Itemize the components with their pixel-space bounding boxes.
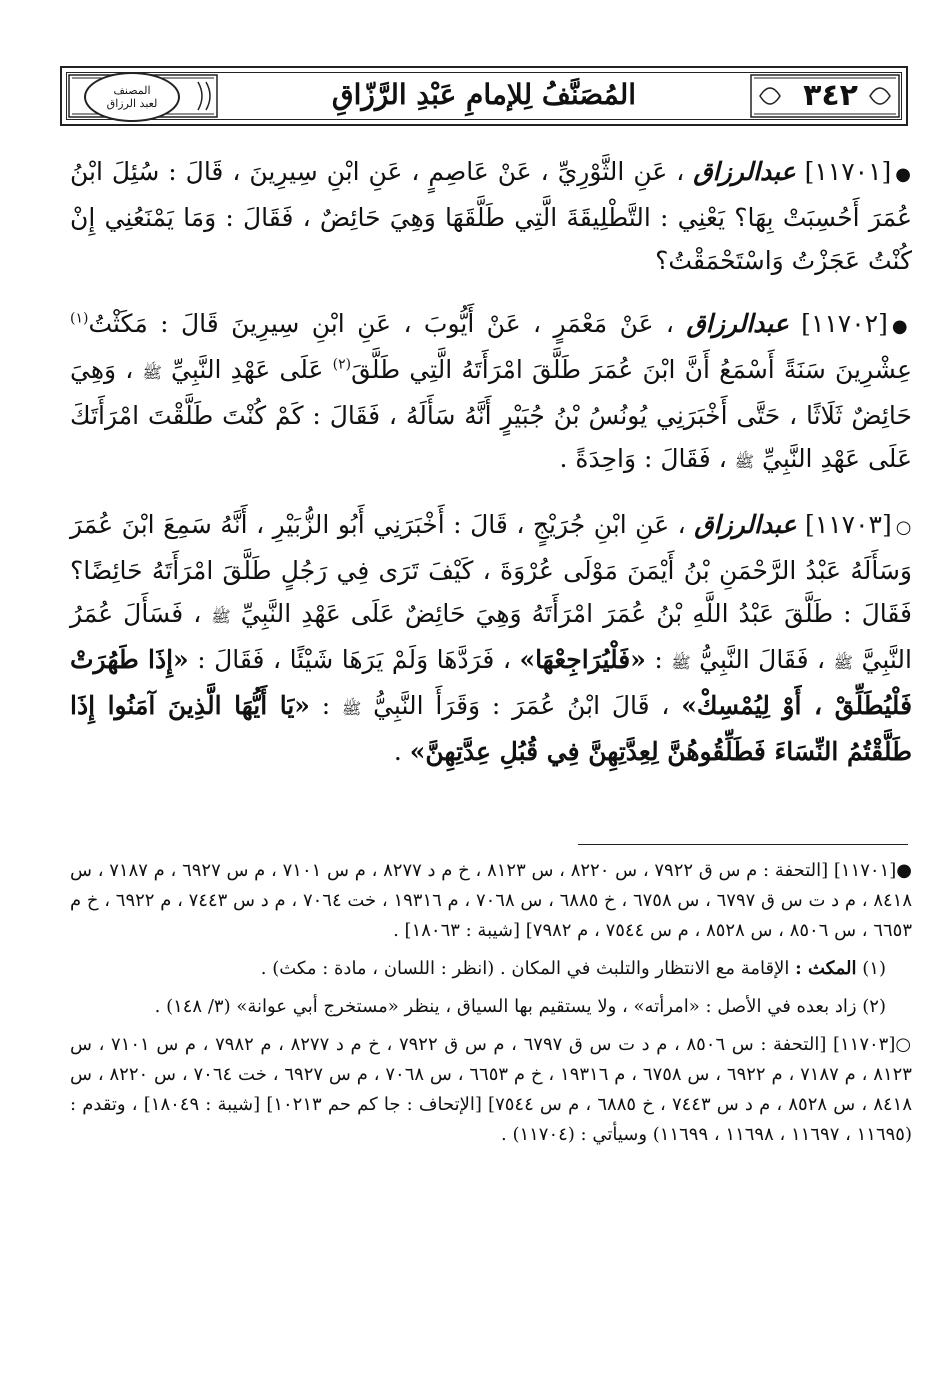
takhrij-note-11703 [70,1030,912,1150]
hadith-text: عِشْرِينَ سَنَةً أَسْمَعُ أَنَّ ابْنَ عُمَرَ طَلَّقَ امْرَأَتَهُ الَّتِي طَلَّقَ [351,355,912,384]
hadith-11702 [70,302,912,483]
hadith-text: ، عَنْ مَعْمَرٍ ، عَنْ أَيُّوبَ ، عَنِ ابْنِ سِيرِينَ قَالَ : مَكَثْتُ [88,309,674,338]
salutation-glyph: ﷺ [142,363,162,382]
hadith-text: ، فَقَالَ : وَاحِدَةً . [559,444,727,473]
note-text: [١١٧٠٣] [التحفة : س ٨٥٠٦ ، م د ت س ق ٦٧٩٧ ، م س ق ٧٩٢٢ ، خ م د ٨٢٧٧ ، م ٧٩٨٢ ، م س ٧١٠١ ، س ٨١٢٣ ، م ٧١٨٧ ، م ٦٩٢٢ ، س ٦٧٥٨ ، م ١٩٣١٦ ، خ م ٦٦٥٣ ، س ٧٠٦٨ ، م س ٦٩٢٧ ، خت ٧٠٦٤ ، س ٨٢٢٠ ، س ٨٤١٨ ، س ٨٥٢٨ ، م د س ٧٤٤٣ ، خ ٦٨٨٥ ، م س ٧٥٤٤] [الإتحاف : جا كم حم ١٠٢١٣] [شيبة : ١٨٠٤٩] ، وتقدم : (١١٦٩٥ ، ١١٦٩٧ ، ١١٦٩٨ ، ١١٦٩٩) وسيأتي : (١١٧٠٤) . [70,1034,913,1145]
hadith-text: ، فَسَأَلَ عُمَرُ النَّبِيَّ [70,599,912,674]
prophetic-quote: «فَلْيُرَاجِعْهَا» [519,645,646,674]
hadith-text: ، فَقَالَ النَّبِيُّ [699,645,826,674]
page-number: ٣٤٢ [803,78,858,113]
narrator-name: عبدالرزاق [686,309,789,338]
takhrij-note-11701 [70,856,912,946]
footnote-2 [70,992,886,1022]
running-title: المُصَنَّفُ لِلإمامِ عَبْدِ الرَّزّاقِ [331,78,637,111]
prophetic-quote: «إِذَا طَهُرَتْ فَلْيُطَلِّقْ ، أَوْ لِيُمْسِكْ» [70,645,913,720]
footnote-1 [70,954,886,984]
footnote-ref-2[interactable]: (٢) [332,356,352,373]
salutation-glyph: ﷺ [734,452,755,471]
footnote-text: زاد بعده في الأصل : «امرأته» ، ولا يستقيم بها السياق ، ينظر «مستخرج أبي عوانة» (٣/ ١٤٨) . [154,996,857,1017]
hadith-text: عَلَى عَهْدِ النَّبِيِّ [171,355,324,384]
page-header [60,66,908,126]
footnote-text: الإقامة مع الانتظار والتلبث في المكان . (انظر : اللسان ، مادة : مكث) . [260,958,790,979]
hadith-marker: ● [895,164,912,185]
footnote-divider [578,844,908,845]
hadith-text: . [393,737,402,766]
quran-quote: «يَا أَيُّهَا الَّذِينَ آمَنُوا إِذَا طَلَّقْتُمُ النِّسَاءَ فَطَلِّقُوهُنَّ لِعِدَّتِهِنَّ فِي قُبُلِ عِدَّتِهِنَّ» [70,691,912,766]
footnote-ref-1[interactable]: (١) [70,310,89,327]
narrator-name: عبدالرزاق [693,157,796,186]
salutation-glyph: ﷺ [211,607,231,626]
footnote-term: المكث : [795,958,857,979]
medallion-line-2: لعبد الرزاق [106,97,158,110]
hadith-11703: ○[١١٧٠٣] عبدالرزاق ، عَنِ ابْنِ جُرَيْجٍ ، قَالَ : أَخْبَرَنِي أَبُو الزُّبَيْرِ ، أَنَّهُ سَمِعَ ابْنَ عُمَرَ وَسَأَلَهُ عَبْدُ الرَّحْمَنِ بْنُ أَيْمَنَ مَوْلَى عُرْوَةَ ، كَيْفَ تَرَى فِي رَجُلٍ طَلَّقَ امْرَأَتَهُ حَائِضًا؟ فَقَالَ : طَلَّقَ عَبْدُ اللَّهِ بْنُ عُمَرَ امْرَأَتَهُ وَهِيَ حَائِضٌ عَلَى عَهْدِ النَّبِيِّ ﷺ ، فَسَأَلَ عُمَرُ النَّبِيَّ ﷺ ، فَقَالَ النَّبِيُّ ﷺ : «فَلْيُرَاجِعْهَا» ، فَرَدَّهَا وَلَمْ يَرَهَا شَيْئًا ، فَقَالَ : «إِذَا طَهُرَتْ فَلْيُطَلِّقْ ، أَوْ لِيُمْسِكْ» ، قَالَ ابْنُ عُمَرَ : وَقَرَأَ النَّبِيُّ ﷺ : «يَا أَيُّهَا الَّذِينَ آمَنُوا إِذَا طَلَّقْتُمُ النِّسَاءَ فَطَلِّقُوهُنَّ لِعِدَّتِهِنَّ فِي قُبُلِ عِدَّتِهِنَّ» . [70,510,913,766]
main-text [70,150,912,793]
footnote-number: (١) [862,958,886,979]
hadith-number: [١١٧٠٣] [805,510,892,539]
hadith-text: ، قَالَ ابْنُ عُمَرَ : وَقَرَأَ النَّبِيُّ [373,691,670,720]
hadith-number: [١١٧٠١] [804,157,892,186]
salutation-glyph: ﷺ [341,699,362,718]
hadith-marker: ● [891,316,912,337]
salutation-glyph: ﷺ [671,653,691,672]
note-marker: ○ [895,1034,912,1055]
footnote-number: (٢) [862,996,886,1017]
note-marker: ● [896,860,913,881]
medallion-line-1: المصنف [113,84,151,97]
note-text: [١١٧٠١] [التحفة : م س ق ٧٩٢٢ ، س ٨٢٢٠ ، س ٨١٢٣ ، خ م د ٨٢٧٧ ، م س ٧١٠١ ، م س ٦٩٢٧ ، م ٧١٨٧ ، س ٨٤١٨ ، م د ت س ق ٦٧٩٧ ، س ٦٧٥٨ ، خ ٦٨٨٥ ، س ٧٠٦٨ ، م ١٩٣١٦ ، خت ٧٠٦٤ ، م د س ٧٤٤٣ ، م ٦٩٢٢ ، خ م ٦٦٥٣ ، س ٨٥٠٦ ، س ٨٥٢٨ ، م س ٧٥٤٤ ، م ٧٩٨٢] [شيبة : ١٨٠٦٣] . [70,860,913,941]
hadith-text: ، عَنِ الثَّوْرِيِّ ، عَنْ عَاصِمٍ ، عَنِ ابْنِ سِيرِينَ ، قَالَ : سُئِلَ ابْنُ عُمَرَ أَحُسِبَتْ بِهَا؟ يَعْنِي : التَّطْلِيقَةَ الَّتِي طَلَّقَهَا وَهِيَ حَائِضٌ ، فَقَالَ : وَمَا يَمْنَعُنِي إِنْ كُنْتُ عَجَزْتُ وَاسْتَحْمَقْتُ؟ [70,157,912,275]
hadith-number: [١١٧٠٢] [801,309,888,338]
hadith-11701 [70,150,912,282]
hadith-text: ، وَهِيَ حَائِضٌ ثَلَاثًا ، حَتَّى أَخْبَرَنِي يُونُسُ بْنُ جُبَيْرٍ أَنَّهُ سَأَلَهُ ، فَقَالَ : كَمْ كُنْتَ طَلَّقْتَ امْرَأَتَكَ عَلَى عَهْدِ النَّبِيِّ [70,355,912,473]
book-logo-medallion [84,72,180,122]
hadith-text: ، عَنِ ابْنِ جُرَيْجٍ ، قَالَ : أَخْبَرَنِي أَبُو الزُّبَيْرِ ، أَنَّهُ سَمِعَ ابْنَ عُمَرَ وَسَأَلَهُ عَبْدُ الرَّحْمَنِ بْنُ أَيْمَنَ مَوْلَى عُرْوَةَ ، كَيْفَ تَرَى فِي رَجُلٍ طَلَّقَ امْرَأَتَهُ حَائِضًا؟ فَقَالَ : طَلَّقَ عَبْدُ اللَّهِ بْنُ عُمَرَ امْرَأَتَهُ وَهِيَ حَائِضٌ عَلَى عَهْدِ النَّبِيِّ [70,510,913,628]
hadith-text: ، فَرَدَّهَا وَلَمْ يَرَهَا شَيْئًا ، فَقَالَ : [197,645,511,674]
hadith-marker: ○ [895,517,912,538]
footnotes-section [70,856,912,1158]
salutation-glyph: ﷺ [833,653,853,672]
narrator-name: عبدالرزاق [694,510,797,539]
